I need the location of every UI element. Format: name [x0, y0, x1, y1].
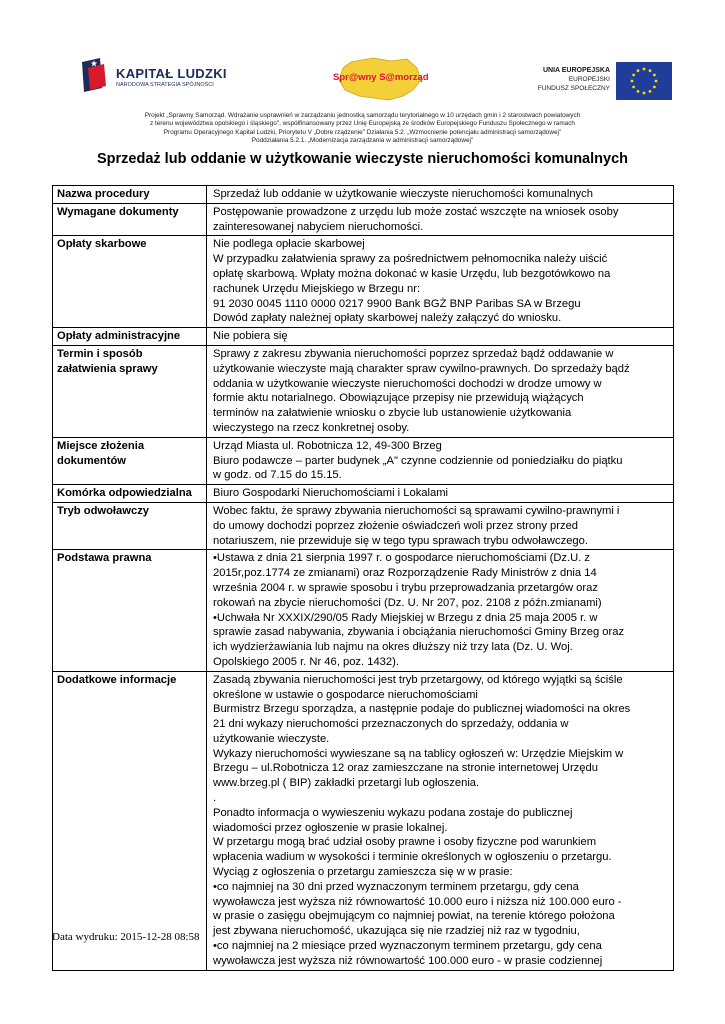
- value-line: wiadomości przez ogłoszenie w prasie lokalnej.: [213, 821, 448, 834]
- row-label: Komórka odpowiedzialna: [53, 485, 207, 503]
- logos-header: [0, 0, 725, 110]
- kapital-ludzki-title: KAPITAŁ LUDZKI: [116, 66, 227, 81]
- table-row: [53, 203, 674, 236]
- value-line: •Ustawa z dnia 21 sierpnia 1997 r. o gospodarce nieruchomościami (Dz.U. z: [213, 552, 591, 565]
- value-line: rokowań na zbycie nieruchomości (Dz. U. Nr 207, poz. 2108 z późn.zmianami): [213, 596, 602, 609]
- sprawny-samorzad-logo: [333, 56, 429, 102]
- value-line: Sprawy z zakresu zbywania nieruchomości poprzez sprzedaż bądź oddawanie w: [213, 347, 614, 360]
- value-line: W przypadku załatwienia sprawy za pośrednictwem pełnomocnika należy uiścić: [213, 253, 608, 266]
- value-line: formie aktu notarialnego. Obowiązujące przepisy nie przewidują wiążących: [213, 392, 584, 405]
- value-line: wieczystego na rzecz konkretnej osoby.: [213, 421, 410, 434]
- kapital-ludzki-flag-icon: [80, 58, 110, 94]
- value-line: •co najmniej na 2 miesiące przed wyznaczonym terminem przetargu, gdy cena: [213, 940, 602, 953]
- ue-line-2: EUROPEJSKI: [568, 76, 610, 83]
- value-line: Burmistrz Brzegu sporządza, a następnie podaje do publicznej wiadomości na okres: [213, 703, 631, 716]
- value-line: 2015r,poz.1774 ze zmianami) oraz Rozporządzenie Rady Ministrów z dnia 14: [213, 567, 597, 580]
- value-line: określone w ustawie o gospodarce nieruchomościami: [213, 688, 478, 701]
- unia-europejska-logo: [530, 62, 672, 100]
- value-line: W przetargu mogą brać udział osoby prawne i osoby fizyczne pod warunkiem: [213, 836, 597, 849]
- row-value: [207, 671, 674, 970]
- value-line: Ponadto informacja o wywieszeniu wykazu podana zostaje do publicznej: [213, 806, 573, 819]
- table-row: [53, 502, 674, 549]
- row-label: Tryb odwoławczy: [53, 502, 207, 549]
- table-row: [53, 236, 674, 328]
- value-line: Wykazy nieruchomości wywieszane są na tablicy ogłoszeń w: Urzędzie Miejskim w: [213, 747, 624, 760]
- value-line: sprawie zasad nabywania, zbywania i obciążania nieruchomości Gminy Brzeg oraz: [213, 626, 625, 639]
- row-value: [207, 328, 674, 346]
- value-line: Dowód zapłaty należnej opłaty skarbowej należy załączyć do wniosku.: [213, 312, 562, 325]
- value-line: Biuro podawcze – parter budynek „A" czynne codziennie od poniedziałku do piątku: [213, 454, 623, 467]
- value-line: 21 dni wykazy nieruchomości przeznaczonych do sprzedaży, oddania w: [213, 718, 569, 731]
- row-label: Opłaty skarbowe: [53, 236, 207, 328]
- table-row: [53, 186, 674, 204]
- row-value: [207, 236, 674, 328]
- row-label: Termin i sposób załatwienia sprawy: [53, 345, 207, 437]
- value-line: do umowy dochodzi poprzez złożenie oświadczeń woli przez strony przed: [213, 519, 579, 532]
- print-date: Data wydruku: 2015-12-28 08:58: [52, 931, 200, 943]
- value-line: jest zbywana nieruchomość, ukazująca się nie rzadziej niż raz w tygodniu,: [213, 925, 580, 938]
- table-row: [53, 345, 674, 437]
- value-line: w prasie o zasięgu obejmującym co najmniej powiat, na terenie którego położona: [213, 910, 615, 923]
- value-line: .: [213, 792, 217, 805]
- kapital-ludzki-subtitle: NARODOWA STRATEGIA SPÓJNOŚCI: [116, 82, 214, 88]
- ue-line-1: UNIA EUROPEJSKA: [542, 67, 610, 74]
- project-line: z terenu województwa opolskiego i śląskiego", współfinansowany przez Unię Europejską ze środków Europejskiego Funduszu Społecznego w ramach: [150, 120, 575, 128]
- value-line: terminów na załatwienie wniosku o zbycie lub ustanowienie użytkowania: [213, 407, 572, 420]
- value-line: www.brzeg.pl ( BIP) zakładki przetargi lub ogłoszenia.: [213, 777, 480, 790]
- value-line: Nie podlega opłacie skarbowej: [213, 238, 365, 251]
- value-line: Biuro Gospodarki Nieruchomościami i Lokalami: [213, 487, 449, 500]
- value-line: rachunek Urzędu Miejskiego w Brzegu nr:: [213, 282, 421, 295]
- row-label: Podstawa prawna: [53, 550, 207, 671]
- table-row: [53, 550, 674, 671]
- ue-text: [530, 66, 610, 93]
- value-line: Sprzedaż lub oddanie w użytkowanie wieczyste nieruchomości komunalnych: [213, 188, 593, 200]
- value-line: użytkowanie wieczyste mają charakter spraw cywilno-prawnych. Do sprzedaży bądź: [213, 362, 630, 375]
- table-row: [53, 671, 674, 970]
- row-value: [207, 345, 674, 437]
- row-label: Nazwa procedury: [53, 186, 207, 204]
- table-row: [53, 328, 674, 346]
- value-line: •co najmniej na 30 dni przed wyznaczonym terminem przetargu, gdy cena: [213, 880, 579, 893]
- page-title: Sprzedaż lub oddanie w użytkowanie wieczyste nieruchomości komunalnych: [97, 151, 628, 167]
- row-value: [207, 203, 674, 236]
- row-label: Dodatkowe informacje: [53, 671, 207, 970]
- value-line: wywoławcza jest wyższa niż równowartość 10.000 euro i niższa niż 100.000 euro -: [213, 895, 622, 908]
- kapital-ludzki-logo: [80, 58, 230, 100]
- sprawny-samorzad-text: Spr@wny S@morząd: [333, 72, 429, 83]
- row-label: Wymagane dokumenty: [53, 203, 207, 236]
- table-row: [53, 437, 674, 484]
- value-line: ich wydzierżawiania lub najmu na okres dłuższy niż trzy lata (Dz. U. Woj.: [213, 641, 573, 654]
- value-line: września 2004 r. w sprawie sposobu i trybu przeprowadzania przetargów oraz: [213, 581, 598, 594]
- row-value: [207, 485, 674, 503]
- value-line: Wobec faktu, że sprawy zbywania nieruchomości są sprawami cywilno-prawnymi i: [213, 504, 620, 517]
- value-line: wywoławcza jest wyższa niż równowartość 100.000 euro - w prasie codziennej: [213, 954, 603, 967]
- value-line: Zasadą zbywania nieruchomości jest tryb przetargowy, od którego wyjątki są ściśle: [213, 673, 623, 686]
- row-value: [207, 186, 674, 204]
- ue-line-3: FUNDUSZ SPOŁECZNY: [537, 85, 610, 92]
- value-line: Opolskiego 2005 r. Nr 46, poz. 1432).: [213, 655, 399, 668]
- value-line: zainteresowanej nabyciem nieruchomości.: [213, 220, 424, 233]
- value-line: Urząd Miasta ul. Robotnicza 12, 49-300 Brzeg: [213, 439, 442, 452]
- project-line: Poddziałania 5.2.1. „Modernizacja zarządzania w administracji samorządowej": [251, 136, 474, 144]
- value-line: Wyciąg z ogłoszenia o przetargu zamieszcza się w w prasie:: [213, 866, 513, 879]
- row-value: [207, 550, 674, 671]
- row-label: Miejsce złożenia dokumentów: [53, 437, 207, 484]
- table-row: [53, 485, 674, 503]
- value-line: opłatę skarbową. Wpłaty można dokonać w kasie Urzędu, lub bezgotówkowo na: [213, 267, 611, 280]
- value-line: •Uchwała Nr XXXIX/290/05 Rady Miejskiej w Brzegu z dnia 25 maja 2005 r. w: [213, 611, 598, 624]
- value-line: notariuszem, nie przewiduje się w tego typu sprawach trybu odwoławczego.: [213, 534, 588, 547]
- value-line: Postępowanie prowadzone z urzędu lub może zostać wszczęte na wniosek osoby: [213, 205, 619, 218]
- project-description: [55, 112, 670, 145]
- row-value: [207, 502, 674, 549]
- procedure-table: [52, 185, 674, 971]
- row-value: [207, 437, 674, 484]
- eu-flag-icon: [616, 62, 672, 100]
- row-label: Opłaty administracyjne: [53, 328, 207, 346]
- project-line: Programu Operacyjnego Kapitał Ludzki, Priorytetu V „Dobre rządzenie" Działania 5.2. „Wzmocnienie potencjału administracji samorządowej": [163, 128, 562, 136]
- value-line: użytkowanie wieczyste.: [213, 732, 330, 745]
- value-line: Nie pobiera się: [213, 330, 288, 343]
- value-line: wpłacenia wadium w wysokości i terminie określonych w ogłoszeniu o przetargu.: [213, 851, 612, 864]
- value-line: oddania w użytkowanie wieczyste nieruchomości dochodzi w drodze umowy w: [213, 377, 602, 390]
- value-line: w godz. od 7.15 do 15.15.: [213, 469, 342, 482]
- project-line: Projekt „Sprawny Samorząd. Wdrażanie usprawnień w zarządzaniu jednostką samorządu terytorialnego w 10 urzędach gmin i 2 starostwach powiatowych: [144, 112, 581, 119]
- value-line: 91 2030 0045 1110 0000 0217 9900 Bank BGŻ BNP Paribas SA w Brzegu: [213, 297, 581, 310]
- value-line: Brzegu – ul.Robotnicza 12 oraz zamieszczane na stronie internetowej Urzędu: [213, 762, 598, 775]
